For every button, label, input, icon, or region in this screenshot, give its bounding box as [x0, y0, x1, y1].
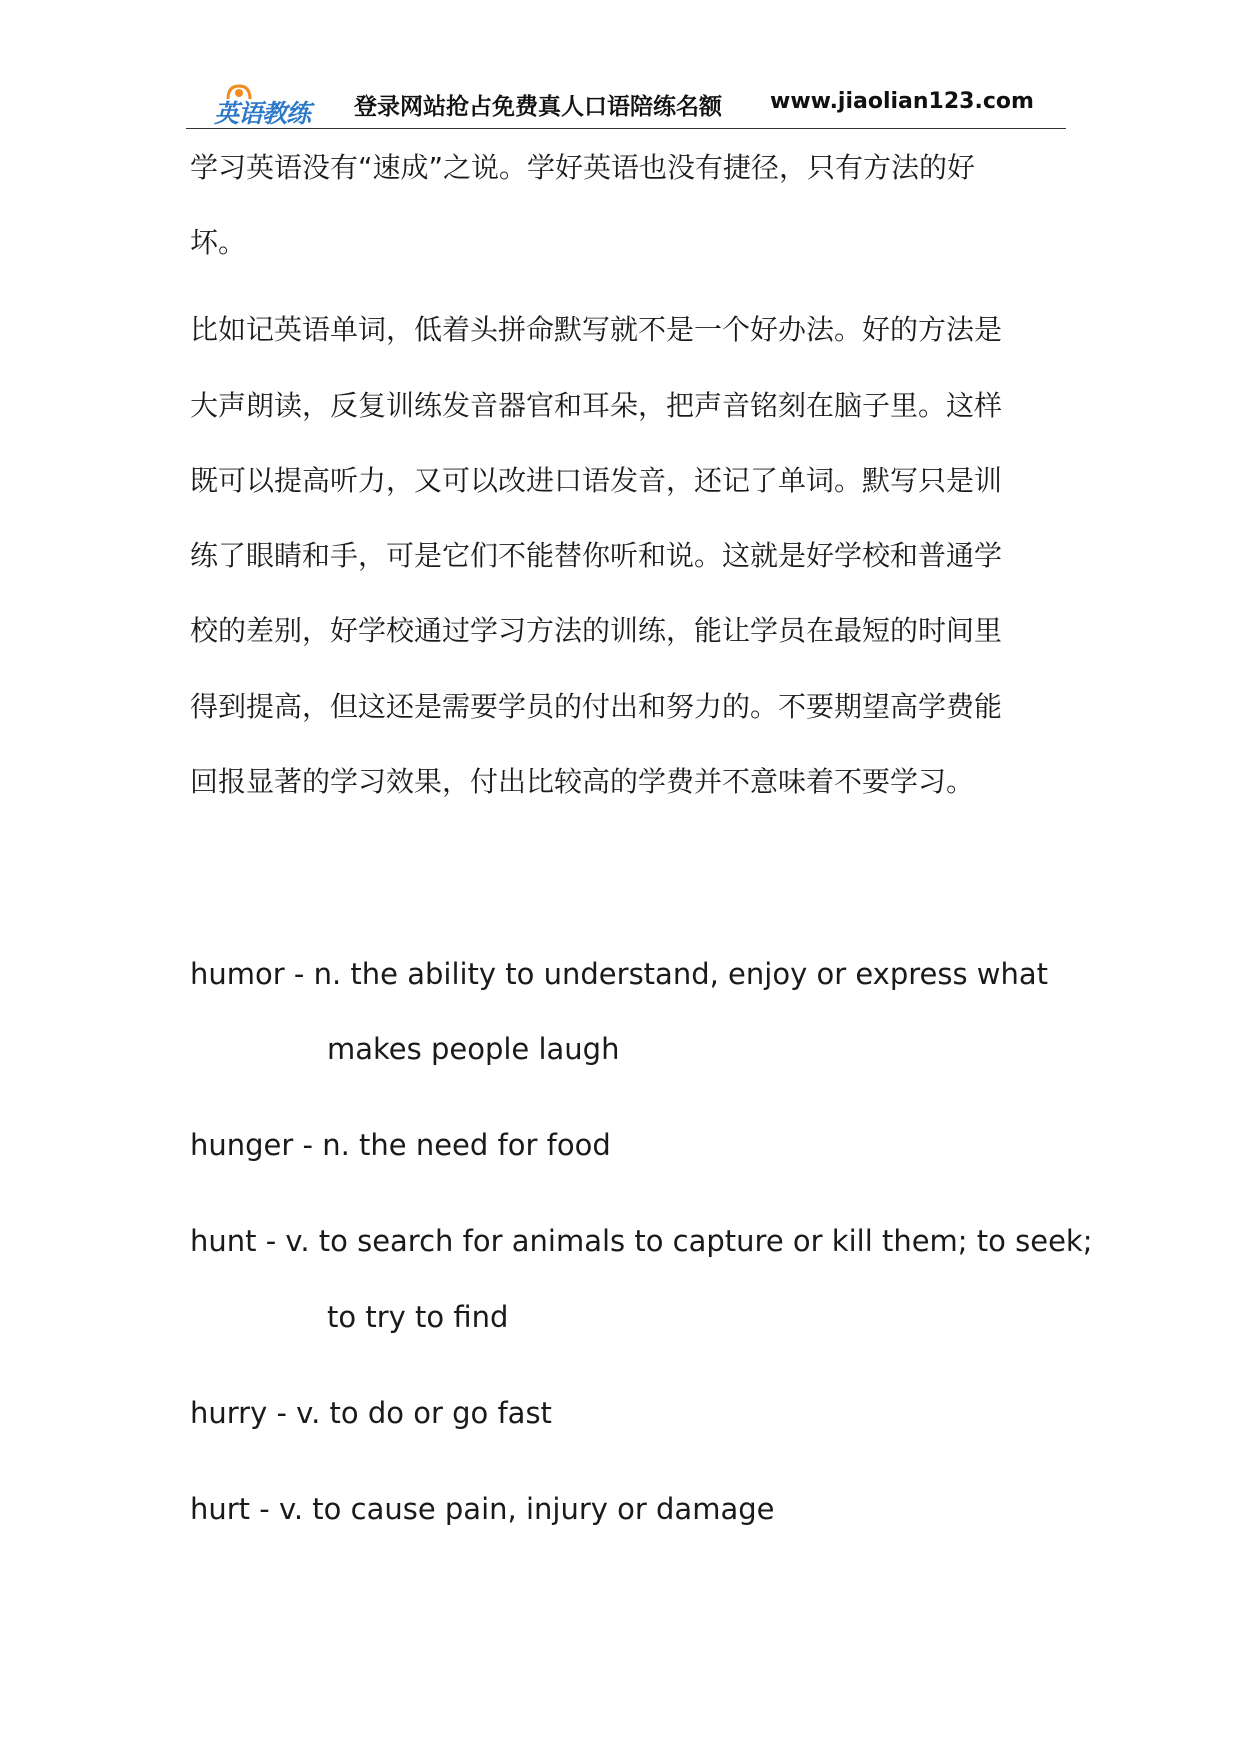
paragraph-line: 学习英语没有“速成”之说。学好英语也没有捷径，只有方法的好 — [190, 151, 976, 184]
paragraph-line: 练了眼睛和手，可是它们不能替你听和说。这就是好学校和普通学 — [190, 539, 1003, 572]
vocab-entry-hunger: hunger - n. the need for food — [190, 1128, 611, 1162]
vocab-entry-hunt: hunt - v. to search for animals to capture or kill them; to seek; — [190, 1224, 1093, 1258]
vocab-entry-humor: humor - n. the ability to understand, enjoy or express what — [190, 957, 1049, 991]
paragraph-line: 坏。 — [190, 226, 247, 259]
paragraph-line: 得到提高，但这还是需要学员的付出和努力的。不要期望高学费能 — [190, 690, 1003, 723]
vocab-entry-hurt: hurt - v. to cause pain, injury or damage — [190, 1492, 775, 1526]
paragraph-line: 比如记英语单词，低着头拼命默写就不是一个好办法。好的方法是 — [190, 313, 1003, 346]
vocab-entry-hurry: hurry - v. to do or go fast — [190, 1396, 552, 1430]
paragraph-line: 大声朗读，反复训练发音器官和耳朵，把声音铭刻在脑子里。这样 — [190, 389, 1003, 422]
paragraph-line: 既可以提高听力，又可以改进口语发音，还记了单词。默写只是训 — [190, 464, 1003, 497]
logo — [214, 86, 322, 126]
paragraph-line: 回报显著的学习效果，付出比较高的学费并不意味着不要学习。 — [190, 765, 975, 798]
header-site-url[interactable]: www.jiaolian123.com — [770, 89, 1034, 114]
vocab-entry-hunt-continued: to try to find — [327, 1300, 509, 1334]
header-slogan: 登录网站抢占免费真人口语陪练名额 — [354, 94, 722, 120]
page-header — [186, 76, 1066, 129]
vocab-entry-humor-continued: makes people laugh — [327, 1032, 620, 1066]
paragraph-line: 校的差别，好学校通过学习方法的训练，能让学员在最短的时间里 — [190, 614, 1003, 647]
logo-text: 英语教练 — [214, 99, 311, 128]
